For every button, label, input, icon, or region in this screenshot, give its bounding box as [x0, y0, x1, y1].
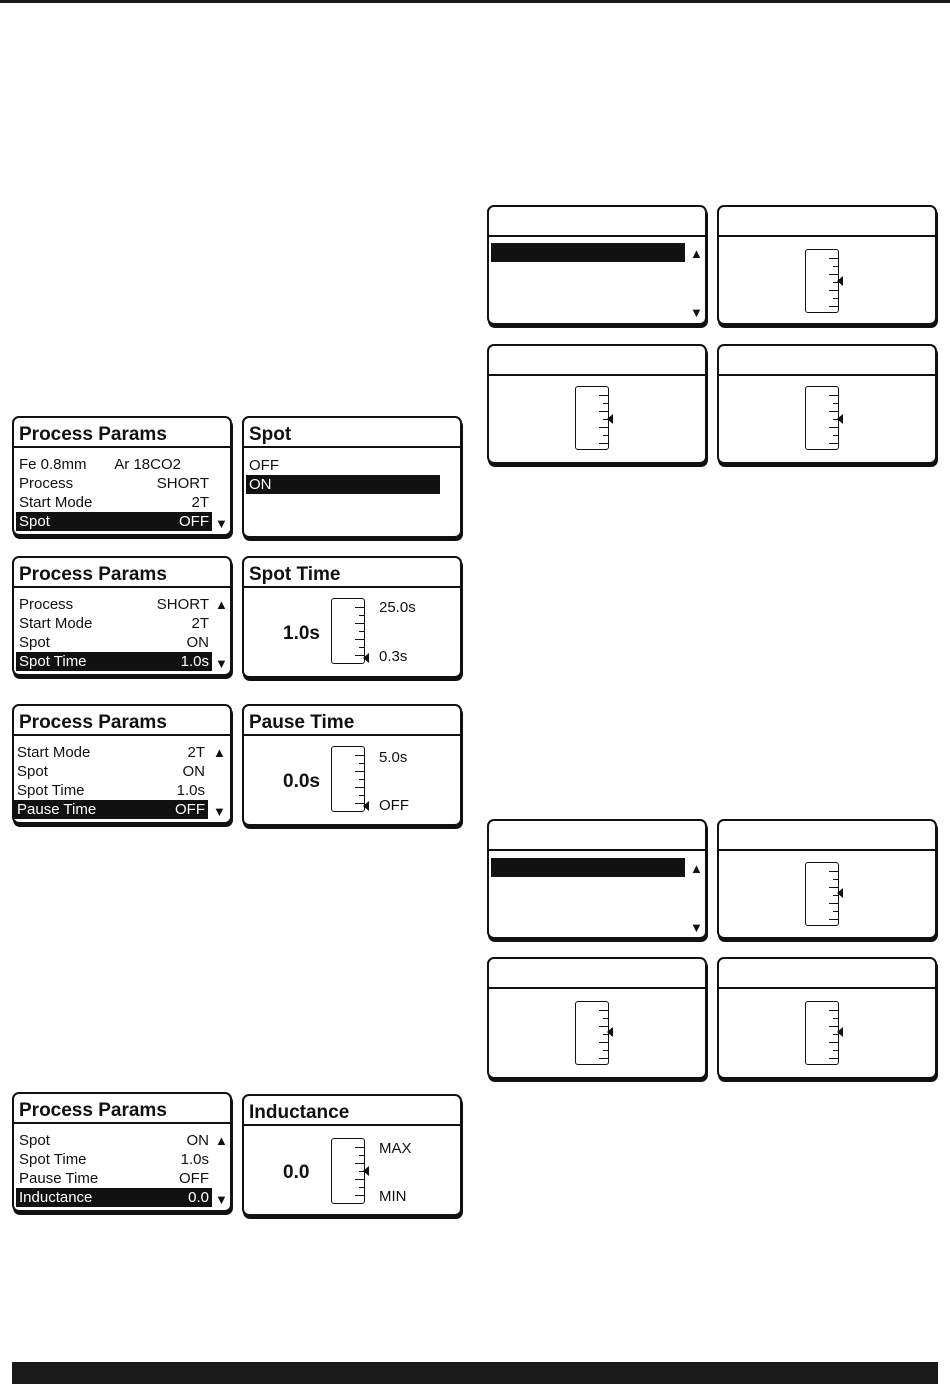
menu-row[interactable]: Start Mode 2T [19, 494, 209, 511]
menu-row[interactable]: Spot Time 1.0s [17, 782, 205, 799]
min-label: OFF [379, 797, 409, 814]
menu-title: Process Params [14, 1094, 230, 1124]
blank-selection-bar[interactable] [491, 243, 685, 262]
gauge-pointer-icon [837, 276, 843, 286]
blank-setting-screen [487, 344, 707, 464]
blank-title [719, 829, 935, 851]
blank-title [719, 967, 935, 989]
menu-screen-spot-time [12, 556, 232, 676]
current-value: 0.0 [283, 1162, 310, 1183]
menu-row[interactable]: Fe 0.8mm Ar 18CO2 [19, 456, 181, 473]
blank-title [489, 829, 705, 851]
blank-title [489, 215, 705, 237]
blank-setting-screen [717, 344, 937, 464]
blank-menu-screen [487, 819, 707, 939]
menu-row[interactable]: Spot ON [19, 634, 209, 651]
menu-screen-pause-time [12, 704, 232, 824]
menu-row[interactable]: Start Mode 2T [17, 744, 205, 761]
blank-title [489, 967, 705, 989]
option-on-selected[interactable]: ON [246, 475, 440, 494]
menu-title: Process Params [14, 558, 230, 588]
inductance-setting-screen [242, 1094, 462, 1216]
menu-row[interactable]: Spot ON [19, 1132, 209, 1149]
menu-row[interactable]: Start Mode 2T [19, 615, 209, 632]
blank-setting-screen [487, 957, 707, 1079]
blank-setting-screen [717, 819, 937, 939]
value-gauge [805, 386, 839, 450]
spot-setting-screen [242, 416, 462, 538]
blank-title [719, 354, 935, 376]
menu-row[interactable]: Spot ON [17, 763, 205, 780]
value-gauge [805, 1001, 839, 1065]
max-label: MAX [379, 1140, 412, 1157]
value-gauge [331, 1138, 365, 1204]
setting-title: Spot [244, 418, 460, 448]
value-gauge [331, 746, 365, 812]
value-gauge [805, 249, 839, 313]
menu-row[interactable]: Spot Time 1.0s [19, 1151, 209, 1168]
gauge-pointer-icon [607, 1027, 613, 1037]
setting-title: Spot Time [244, 558, 460, 588]
gauge-pointer-icon [363, 801, 369, 811]
scroll-down-icon[interactable]: ▼ [215, 516, 228, 531]
blank-title [719, 215, 935, 237]
current-value: 0.0s [283, 771, 320, 792]
max-label: 5.0s [379, 749, 408, 766]
setting-title: Inductance [244, 1096, 460, 1126]
value-gauge [575, 386, 609, 450]
blank-setting-screen [717, 957, 937, 1079]
menu-row[interactable]: Process SHORT [19, 596, 209, 613]
scroll-down-icon[interactable]: ▼ [690, 920, 703, 935]
max-label: 25.0s [379, 599, 416, 616]
option-off[interactable]: OFF [249, 457, 279, 474]
menu-row-selected[interactable]: Spot OFF [16, 512, 212, 531]
scroll-down-icon[interactable]: ▼ [213, 804, 226, 819]
menu-row-selected[interactable]: Pause Time OFF [14, 800, 208, 819]
menu-row[interactable]: Pause Time OFF [19, 1170, 209, 1187]
menu-row-selected[interactable]: Inductance 0.0 [16, 1188, 212, 1207]
scroll-up-icon[interactable]: ▲ [690, 861, 703, 876]
gauge-pointer-icon [837, 1027, 843, 1037]
gauge-pointer-icon [607, 414, 613, 424]
value-gauge [331, 598, 365, 664]
current-value: 1.0s [283, 623, 320, 644]
menu-screen-inductance [12, 1092, 232, 1212]
scroll-down-icon[interactable]: ▼ [215, 656, 228, 671]
top-rule [0, 0, 950, 3]
scroll-down-icon[interactable]: ▼ [690, 305, 703, 320]
scroll-up-icon[interactable]: ▲ [690, 246, 703, 261]
blank-title [489, 354, 705, 376]
value-gauge [805, 862, 839, 926]
menu-screen-spot [12, 416, 232, 536]
min-label: MIN [379, 1188, 407, 1205]
gauge-pointer-icon [837, 888, 843, 898]
value-gauge [575, 1001, 609, 1065]
gauge-pointer-icon [363, 1166, 369, 1176]
gauge-pointer-icon [363, 653, 369, 663]
setting-title: Pause Time [244, 706, 460, 736]
scroll-up-icon[interactable]: ▲ [213, 745, 226, 760]
scroll-up-icon[interactable]: ▲ [215, 1133, 228, 1148]
footer-bar [12, 1362, 938, 1384]
pause-time-setting-screen [242, 704, 462, 826]
scroll-up-icon[interactable]: ▲ [215, 597, 228, 612]
blank-setting-screen [717, 205, 937, 325]
min-label: 0.3s [379, 648, 408, 665]
menu-title: Process Params [14, 418, 230, 448]
spot-time-setting-screen [242, 556, 462, 678]
blank-menu-screen [487, 205, 707, 325]
scroll-down-icon[interactable]: ▼ [215, 1192, 228, 1207]
menu-title: Process Params [14, 706, 230, 736]
blank-selection-bar[interactable] [491, 858, 685, 877]
menu-row[interactable]: Process SHORT [19, 475, 209, 492]
gauge-pointer-icon [837, 414, 843, 424]
menu-row-selected[interactable]: Spot Time 1.0s [16, 652, 212, 671]
